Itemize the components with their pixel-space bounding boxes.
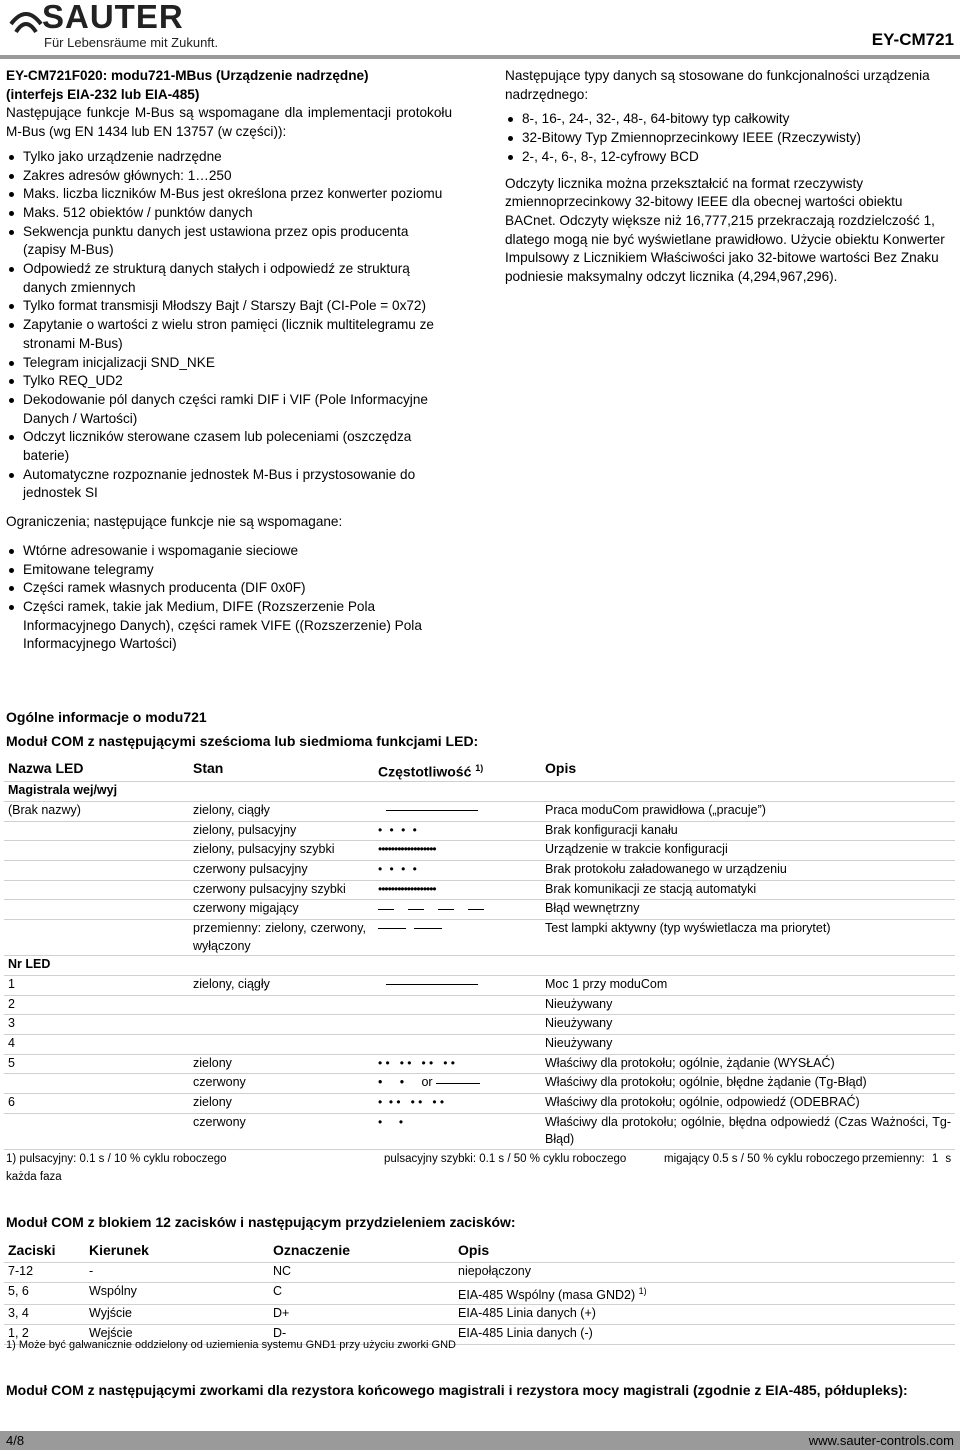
footnote-fast-pulse: pulsacyjny szybki: 0.1 s / 50 % cyklu roboczego	[384, 1153, 627, 1165]
footnote-alternate: przemienny: 1 s	[862, 1153, 952, 1165]
brand-name: SAUTER	[42, 0, 184, 35]
column-header: Nazwa LED	[4, 760, 189, 782]
table-row	[4, 821, 955, 841]
led-state: czerwony pulsacyjny szybki	[189, 880, 374, 900]
led-desc: Właściwy dla protokołu; ogólnie, żądanie (WYSŁAĆ)	[541, 1054, 955, 1074]
column-header: Oznaczenie	[269, 1242, 454, 1263]
list-item: Tylko jako urządzenie nadrzędne	[6, 148, 452, 167]
led-desc: Właściwy dla protokołu; ogólnie, błędna odpowiedź (Czas Ważności, Tg-Błąd)	[541, 1113, 955, 1149]
list-item: Odpowiedź ze strukturą danych stałych i odpowiedź ze strukturą danych zmiennych	[6, 260, 452, 297]
direction-cell: -	[85, 1263, 269, 1283]
feature-list	[6, 148, 452, 503]
table-header-row	[4, 760, 955, 782]
led-desc: Brak komunikacji ze stacją automatyki	[541, 880, 955, 900]
list-item: 32-Bitowy Typ Zmiennoprzecinkowy IEEE (Rzeczywisty)	[505, 129, 950, 148]
footnote-phase: każda faza	[6, 1171, 62, 1183]
table-row	[4, 1015, 955, 1035]
led-desc: Urządzenie w trakcie konfiguracji	[541, 841, 955, 861]
led-state: czerwony migający	[189, 900, 374, 920]
led-state: zielony, ciągły	[189, 975, 374, 995]
terminal-cell: 7-12	[4, 1263, 85, 1283]
table-row	[4, 1305, 955, 1325]
group-row	[4, 956, 955, 976]
terminal-cell: 3, 4	[4, 1305, 85, 1325]
table-row	[4, 861, 955, 881]
column-header: Opis	[541, 760, 955, 782]
designation-cell: D+	[269, 1305, 454, 1325]
frequency-pattern: • • • • • • •	[374, 1094, 541, 1114]
brand-tagline: Für Lebensräume mit Zukunft.	[44, 35, 219, 50]
table-row	[4, 801, 955, 821]
led-state	[189, 1015, 374, 1035]
frequency-pattern: • • • •	[374, 821, 541, 841]
led-state: czerwony pulsacyjny	[189, 861, 374, 881]
group-label: Nr LED	[4, 956, 955, 976]
frequency-pattern: • • • • • • • •	[374, 1054, 541, 1074]
table-row	[4, 1054, 955, 1074]
led-number: 3	[4, 1015, 189, 1035]
column-header: Kierunek	[85, 1242, 269, 1263]
led-desc: Brak protokołu załadowanego w urządzeniu	[541, 861, 955, 881]
list-item: Odczyt liczników sterowane czasem lub poleceniami (oszczędza baterie)	[6, 428, 452, 465]
general-heading: Ogólne informacje o modu721	[6, 709, 207, 725]
led-desc: Nieużywany	[541, 1035, 955, 1055]
direction-cell: Wejście	[85, 1325, 269, 1345]
table-row	[4, 1282, 955, 1305]
frequency-pattern: ••••••••••••••••••	[374, 880, 541, 900]
frequency-pattern: • •	[374, 1113, 541, 1149]
list-item: Telegram inicjalizacji SND_NKE	[6, 354, 452, 373]
frequency-pattern: • • • •	[374, 861, 541, 881]
led-name	[4, 920, 189, 956]
table-header-row	[4, 1242, 955, 1263]
restrictions-intro: Ograniczenia; następujące funkcje nie są wspomagane:	[6, 514, 343, 530]
list-item: Zakres adresów głównych: 1…250	[6, 167, 452, 186]
frequency-solid-line	[374, 975, 541, 995]
led-desc: Właściwy dla protokołu; ogólnie, błędne żądanie (Tg-Błąd)	[541, 1074, 955, 1094]
frequency-pattern	[374, 1015, 541, 1035]
description-cell: EIA-485 Linia danych (+)	[454, 1305, 955, 1325]
designation-cell: D-	[269, 1325, 454, 1345]
led-name	[4, 841, 189, 861]
table-row	[4, 995, 955, 1015]
list-item: Zapytanie o wartości z wielu stron pamięci (licznik multitelegramu ze stronami M-Bus)	[6, 316, 452, 353]
data-types-list	[505, 110, 950, 166]
led-desc: Test lampki aktywny (typ wyświetlacza ma priorytet)	[541, 920, 955, 956]
frequency-pattern: ••••••••••••••••••	[374, 841, 541, 861]
data-types-intro: Następujące typy danych są stosowane do funkcjonalności urządzenia nadrzędnego:	[505, 68, 930, 102]
terminal-table	[4, 1242, 955, 1345]
led-number	[4, 1113, 189, 1149]
column-header: Zaciski	[4, 1242, 85, 1263]
led-state: przemienny: zielony, czerwony, wyłączony	[189, 920, 374, 956]
table-row	[4, 1094, 955, 1114]
led-state	[189, 1035, 374, 1055]
led-state: czerwony	[189, 1113, 374, 1149]
list-item: Tylko REQ_UD2	[6, 372, 452, 391]
led-number: 5	[4, 1054, 189, 1074]
led-number	[4, 1074, 189, 1094]
designation-cell: C	[269, 1282, 454, 1305]
frequency-solid-line	[374, 801, 541, 821]
sauter-logo-icon	[8, 2, 44, 38]
led-desc: Nieużywany	[541, 995, 955, 1015]
led-desc: Nieużywany	[541, 1015, 955, 1035]
jumper-heading: Moduł COM z następującymi zworkami dla rezystora końcowego magistrali i rezystora mocy magistrali (zgodnie z EIA-485, półdupleks):	[6, 1382, 908, 1398]
terminal-cell: 1, 2	[4, 1325, 85, 1345]
led-name	[4, 861, 189, 881]
list-item: Tylko format transmisji Młodszy Bajt / Starszy Bajt (CI-Pole = 0x72)	[6, 297, 452, 316]
table-row	[4, 920, 955, 956]
led-desc: Właściwy dla protokołu; ogólnie, odpowiedź (ODEBRAĆ)	[541, 1094, 955, 1114]
list-item: Wtórne adresowanie i wspomaganie sieciowe	[6, 542, 452, 561]
footnote-pulse: 1) pulsacyjny: 0.1 s / 10 % cyklu roboczego	[6, 1153, 227, 1165]
page-number: 4/8	[6, 1433, 25, 1448]
table-row	[4, 1113, 955, 1149]
section-subtitle: (interfejs EIA-232 lub EIA-485)	[6, 86, 200, 102]
direction-cell: Wyjście	[85, 1305, 269, 1325]
table-row	[4, 880, 955, 900]
led-state	[189, 995, 374, 1015]
left-column	[6, 67, 452, 654]
frequency-pattern	[374, 1035, 541, 1055]
led-name	[4, 900, 189, 920]
designation-cell: NC	[269, 1263, 454, 1283]
list-item: 2-, 4-, 6-, 8-, 12-cyfrowy BCD	[505, 148, 950, 167]
led-state: czerwony	[189, 1074, 374, 1094]
column-header: Stan	[189, 760, 374, 782]
header-rule	[0, 55, 960, 59]
footnote-blink: migający 0.5 s / 50 % cyklu roboczego	[664, 1153, 860, 1165]
document-id: EY-CM721	[871, 30, 954, 49]
description-cell: niepołączony	[454, 1263, 955, 1283]
frequency-long-dash	[374, 920, 541, 956]
table-row	[4, 900, 955, 920]
table-row	[4, 841, 955, 861]
column-header: Opis	[454, 1242, 955, 1263]
terminal-heading: Moduł COM z blokiem 12 zacisków i następującym przydzieleniem zacisków:	[6, 1214, 516, 1230]
led-name	[4, 880, 189, 900]
table-row	[4, 1263, 955, 1283]
restrictions-list	[6, 542, 452, 654]
led-state: zielony, ciągły	[189, 801, 374, 821]
led-desc: Praca moduCom prawidłowa („pracuje”)	[541, 801, 955, 821]
list-item: Części ramek własnych producenta (DIF 0x0F)	[6, 579, 452, 598]
list-item: Maks. 512 obiektów / punktów danych	[6, 204, 452, 223]
list-item: Maks. liczba liczników M-Bus jest określona przez konwerter poziomu	[6, 185, 452, 204]
table-row	[4, 1035, 955, 1055]
led-state: zielony	[189, 1094, 374, 1114]
website-link[interactable]: www.sauter-controls.com	[808, 1433, 954, 1448]
direction-cell: Wspólny	[85, 1282, 269, 1305]
list-item: Emitowane telegramy	[6, 561, 452, 580]
conversion-paragraph: Odczyty licznika można przekształcić na format rzeczywisty zmiennoprzecinkowy 32-bitowy IEEE dla obecnej wartości obiektu BACnet. Odczyty większe niż 16,777,215 przekraczają rozdzielczość 1, dlatego mogą nie być wyświetlane prawidłowo. Użycie obiektu Konwerter Impulsowy z Licznikiem Właściwości jako 32-bitowe wartości Bez Znaku podniesie maksymalny odczyt licznika (4,294,967,296).	[505, 175, 945, 285]
terminal-cell: 5, 6	[4, 1282, 85, 1305]
led-state: zielony, pulsacyjny	[189, 821, 374, 841]
column-header: Częstotliwość $^{1)}$	[374, 760, 541, 782]
terminal-footnote: 1) Może być galwanicznie oddzielony od uziemienia systemu GND1 przy użyciu zworki GND	[6, 1339, 456, 1351]
list-item: Automatyczne rozpoznanie jednostek M-Bus i przystosowanie do jednostek SI	[6, 466, 452, 503]
description-cell: EIA-485 Wspólny (masa GND2) $^{1)}$	[454, 1282, 955, 1305]
list-item: Sekwencja punktu danych jest ustawiona przez opis producenta (zapisy M-Bus)	[6, 223, 452, 260]
table-row	[4, 1074, 955, 1094]
led-number: 4	[4, 1035, 189, 1055]
led-number: 1	[4, 975, 189, 995]
led-table	[4, 760, 955, 1150]
frequency-dashed-line	[374, 900, 541, 920]
list-item: Dekodowanie pól danych części ramki DIF i VIF (Pole Informacyjne Danych / Wartości)	[6, 391, 452, 428]
led-number: 2	[4, 995, 189, 1015]
list-item: 8-, 16-, 24-, 32-, 48-, 64-bitowy typ całkowity	[505, 110, 950, 129]
led-desc: Brak konfiguracji kanału	[541, 821, 955, 841]
led-desc: Moc 1 przy moduCom	[541, 975, 955, 995]
table-row	[4, 975, 955, 995]
led-number: 6	[4, 1094, 189, 1114]
led-desc: Błąd wewnętrzny	[541, 900, 955, 920]
led-state: zielony, pulsacyjny szybki	[189, 841, 374, 861]
section-title: EY-CM721F020: modu721-MBus (Urządzenie nadrzędne)	[6, 68, 369, 83]
led-table-heading: Moduł COM z następującymi sześcioma lub siedmioma funkcjami LED:	[6, 733, 479, 749]
frequency-pattern: • • or	[374, 1074, 541, 1094]
group-row	[4, 782, 955, 802]
led-name: (Brak nazwy)	[4, 801, 189, 821]
led-state: zielony	[189, 1054, 374, 1074]
frequency-pattern	[374, 995, 541, 1015]
right-column	[505, 67, 950, 287]
description-cell: EIA-485 Linia danych (-)	[454, 1325, 955, 1345]
list-item: Części ramek, takie jak Medium, DIFE (Rozszerzenie Pola Informacyjnego Danych), części ramek VIFE ((Rozszerzenie) Pola Informacyjnego Wartości)	[6, 598, 452, 654]
group-label: Magistrala wej/wyj	[4, 782, 955, 802]
led-name	[4, 821, 189, 841]
intro-paragraph: Następujące funkcje M-Bus są wspomagane dla implementacji protokołu M-Bus (wg EN 1434 lub EN 13757 (w części)):	[6, 105, 452, 140]
